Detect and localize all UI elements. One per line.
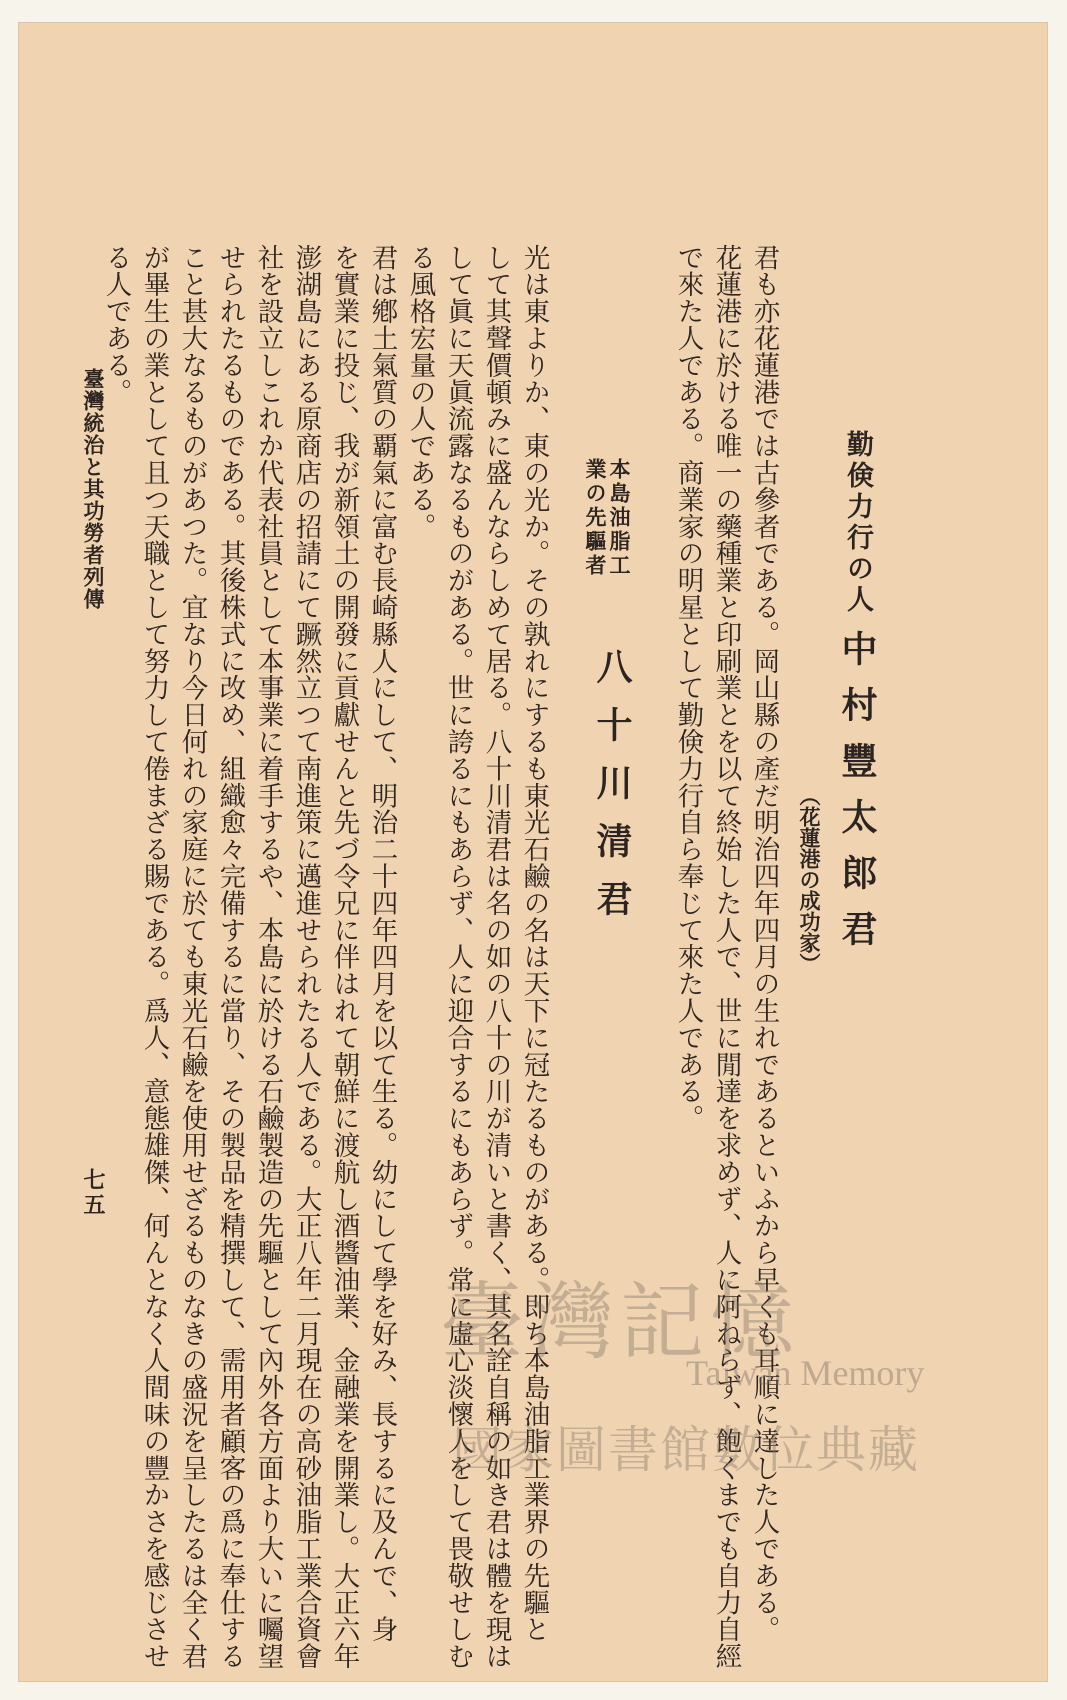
article1-body-line-2: 花蓮港に於ける唯一の藥種業と印刷業とを以て終始した人で、世に閒達を求めず、人に阿ねらず、飽くまでも自力自經 [710, 244, 742, 1670]
article2-body-line-6: を實業に投じ、我が新領土の開發に貢獻せんと先づ令兄に伴はれて朝鮮に渡航し酒醬油業、金融業を開業し。大正六年 [328, 244, 360, 1670]
article2-body-line-12: る人である。 [100, 244, 132, 406]
article2-body-line-3: して眞に天眞流露なるものがある。世に誇るにもあらず、人に迎合するにもあらず。常に虛心淡懷人をして畏敬せしむ [442, 244, 474, 1670]
article1-body-line-1: 君も亦花蓮港では古參者である。岡山縣の產だ明治四年四月の生れであるといふから早くも耳順に達した人である。 [748, 244, 780, 1643]
article2-category-line1: 本島油脂工 [607, 458, 632, 578]
article2-body-line-11: が畢生の業として且つ天職として努力して倦まざる賜である。爲人、意態雄傑、何んとなく人間味の豐かさを感じさせ [138, 244, 170, 1670]
article2-body-line-8: 社を設立しこれか代表社員として本事業に着手するや、本島に於ける石鹼製造の先驅として內外各方面より大いに囑望 [252, 244, 284, 1670]
article2-name: 八十川清君 [591, 648, 633, 938]
watermark-english: Taiwan Memory [686, 1353, 925, 1393]
watermark-subtitle: 國家圖書館數位典藏 [452, 1421, 920, 1479]
article2-body-line-4: る風格宏量の人である。 [404, 244, 436, 540]
article1-name: 中村豐太郎君 [836, 630, 878, 966]
article2-body-line-10: こと甚大なるものがあつた。宜なり今日何れの家庭に於ても東光石鹼を使用せざるものなきの盛況を呈したるは全く君 [176, 244, 208, 1670]
watermark-logo: 臺灣記憶 [440, 1273, 801, 1371]
article1-body-line-3: で來た人である。商業家の明星として勤倹力行自ら奉じて來た人である。 [672, 244, 704, 1132]
article2-body-line-2: して其聲價頓みに盛んならしめて居る。八十川清君は名の如の八十の川が清いと書く、其名詮自稱の如き君は體を現は [480, 244, 512, 1670]
article1-category: 勤倹力行の人 [842, 430, 873, 616]
book-title: 臺灣統治と其功勞者列傳 [81, 368, 106, 610]
article2-body-line-7: 澎湖島にある原商店の招請にて蹶然立つて南進策に邁進せられたる人である。大正八年二月現在の高砂油脂工業合資會 [290, 244, 322, 1670]
page-number: 七五 [80, 1168, 106, 1218]
article2-body-line-5: 君は鄕土氣質の覇氣に富む長崎縣人にして、明治二十四年四月を以て生る。幼にして學を好み、長するに及んで、身 [366, 244, 398, 1643]
article2-body-line-9: せられたるものである。其後株式に改め、組織愈々完備するに當り、その製品を精撰して、需用者顧客の爲に奉仕する [214, 244, 246, 1670]
article2-category-line2: 業の先驅者 [583, 458, 608, 578]
article1-subtitle: （花蓮港の成功家） [797, 785, 822, 974]
article2-body-line-1: 光は東よりか、東の光か。その孰れにするも東光石鹼の名は天下に冠たるものがある。即ち本島油脂工業界の先驅と [518, 244, 550, 1643]
